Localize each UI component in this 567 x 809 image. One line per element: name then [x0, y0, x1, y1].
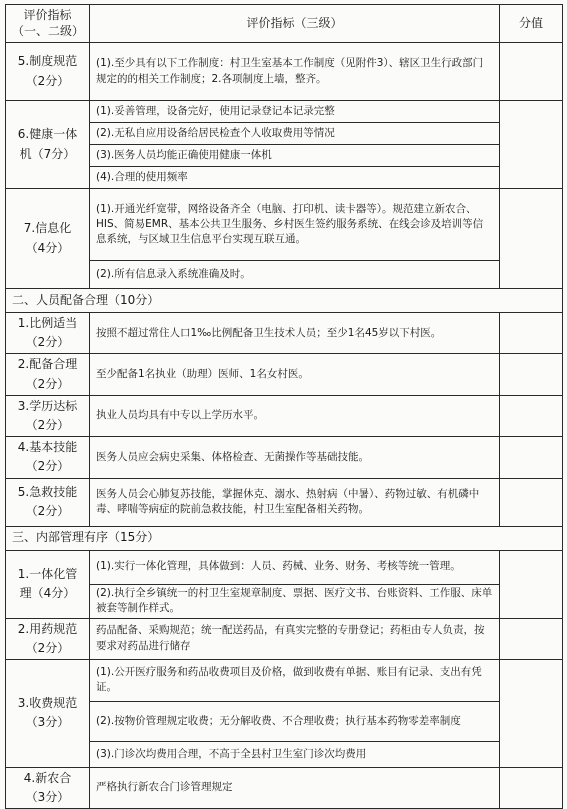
header-indicator: 评价指标 （一、二级） [6, 5, 90, 43]
score-cell[interactable] [500, 43, 563, 101]
indicator-cell: 1.一体化管 理（4分） [6, 550, 90, 618]
indicator-cell: 3.学历达标 （2分） [6, 395, 90, 436]
criteria-cell: (1).开通光纤宽带，网络设备齐全（电脑、打印机、读卡器等）。规范建立新农合、HIS、简易EMR、基本公共卫生服务、乡村医生签约服务系统、在线会诊及培训等信息系统，与区域卫生信息平台实现互联互通。 [90, 189, 500, 261]
header-detail: 评价指标（三级） [90, 5, 500, 43]
table-row [6, 584, 563, 618]
table-row [6, 395, 563, 436]
score-cell[interactable] [500, 767, 563, 808]
score-cell[interactable] [500, 478, 563, 526]
table-row [6, 618, 563, 659]
criteria-cell: (3).医务人员均能正确使用健康一体机 [90, 145, 500, 167]
table-row [6, 261, 563, 289]
indicator-cell: 6.健康一体 机（7分） [6, 101, 90, 189]
table-row [6, 354, 563, 395]
header-row [6, 5, 563, 43]
section-row [6, 289, 563, 313]
evaluation-table [5, 4, 563, 809]
table-row [6, 701, 563, 741]
section-row [6, 526, 563, 550]
indicator-cell: 5.急救技能 （2分） [6, 478, 90, 526]
indicator-cell: 2.配备合理 （2分） [6, 354, 90, 395]
score-cell[interactable] [500, 313, 563, 354]
indicator-cell: 4.新农合 （3分） [6, 767, 90, 808]
table-row [6, 145, 563, 167]
section-title: 二、人员配备合理（10分） [6, 289, 563, 313]
criteria-cell: (1).至少具有以下工作制度：村卫生室基本工作制度（见附件3）、辖区卫生行政部门规定的的相关工作制度；2.各项制度上墙，整齐。 [90, 43, 500, 101]
table-row [6, 43, 563, 101]
table-row [6, 167, 563, 189]
indicator-cell: 1.比例适当 （2分） [6, 313, 90, 354]
table-row [6, 478, 563, 526]
table-row [6, 767, 563, 808]
score-cell[interactable] [500, 659, 563, 767]
table-row [6, 437, 563, 478]
score-cell[interactable] [500, 189, 563, 289]
table-row [6, 741, 563, 767]
criteria-cell: (2).按物价管理规定收费；无分解收费、不合理收费；执行基本药物零差率制度 [90, 701, 500, 741]
score-cell[interactable] [500, 437, 563, 478]
indicator-cell: 7.信息化 （4分） [6, 189, 90, 289]
table-row [6, 101, 563, 123]
criteria-cell: (2).执行全乡镇统一的村卫生室规章制度、票据、医疗文书、台账资料、工作服、床单被套等制作样式。 [90, 584, 500, 618]
score-cell[interactable] [500, 550, 563, 618]
criteria-cell: (2).所有信息录入系统准确及时。 [90, 261, 500, 289]
section-title: 三、内部管理有序（15分） [6, 526, 563, 550]
indicator-cell: 4.基本技能 （2分） [6, 437, 90, 478]
criteria-cell: 执业人员均具有中专以上学历水平。 [90, 395, 500, 436]
score-cell[interactable] [500, 618, 563, 659]
table-row [6, 659, 563, 701]
score-cell[interactable] [500, 101, 563, 189]
indicator-cell: 3.收费规范 （3分） [6, 659, 90, 767]
header-score: 分值 [500, 5, 563, 43]
criteria-cell: 至少配备1名执业（助理）医师、1名女村医。 [90, 354, 500, 395]
criteria-cell: (1).妥善管理，设备完好，使用记录登记本记录完整 [90, 101, 500, 123]
criteria-cell: 按照不超过常住人口1‰比例配备卫生技术人员；至少1名45岁以下村医。 [90, 313, 500, 354]
table-row [6, 313, 563, 354]
criteria-cell: 医务人员会心肺复苏技能，掌握休克、溺水、热射病（中暑）、药物过敏、有机磷中毒、哮喘等病症的院前急救技能，村卫生室配备相关药物。 [90, 478, 500, 526]
criteria-cell: (1).公开医疗服务和药品收费项目及价格，做到收费有单据、账目有记录、支出有凭证。 [90, 659, 500, 701]
criteria-cell: 药品配备、采购规范；统一配送药品，有真实完整的专册登记；药柜由专人负责，按要求对药品进行储存 [90, 618, 500, 659]
criteria-cell: (3).门诊次均费用合理，不高于全县村卫生室门诊次均费用 [90, 741, 500, 767]
score-cell[interactable] [500, 395, 563, 436]
table-body [6, 43, 563, 809]
table-row [6, 550, 563, 584]
criteria-cell: (2).无私自应用设备给居民检查个人收取费用等情况 [90, 123, 500, 145]
indicator-cell: 2.用药规范 （2分） [6, 618, 90, 659]
indicator-cell: 5.制度规范 （2分） [6, 43, 90, 101]
table-row [6, 123, 563, 145]
criteria-cell: (4).合理的使用频率 [90, 167, 500, 189]
score-cell[interactable] [500, 354, 563, 395]
table-row [6, 189, 563, 261]
criteria-cell: 严格执行新农合门诊管理规定 [90, 767, 500, 808]
criteria-cell: 医务人员应会病史采集、体格检查、无菌操作等基础技能。 [90, 437, 500, 478]
criteria-cell: (1).实行一体化管理，具体做到：人员、药械、业务、财务、考核等统一管理。 [90, 550, 500, 584]
